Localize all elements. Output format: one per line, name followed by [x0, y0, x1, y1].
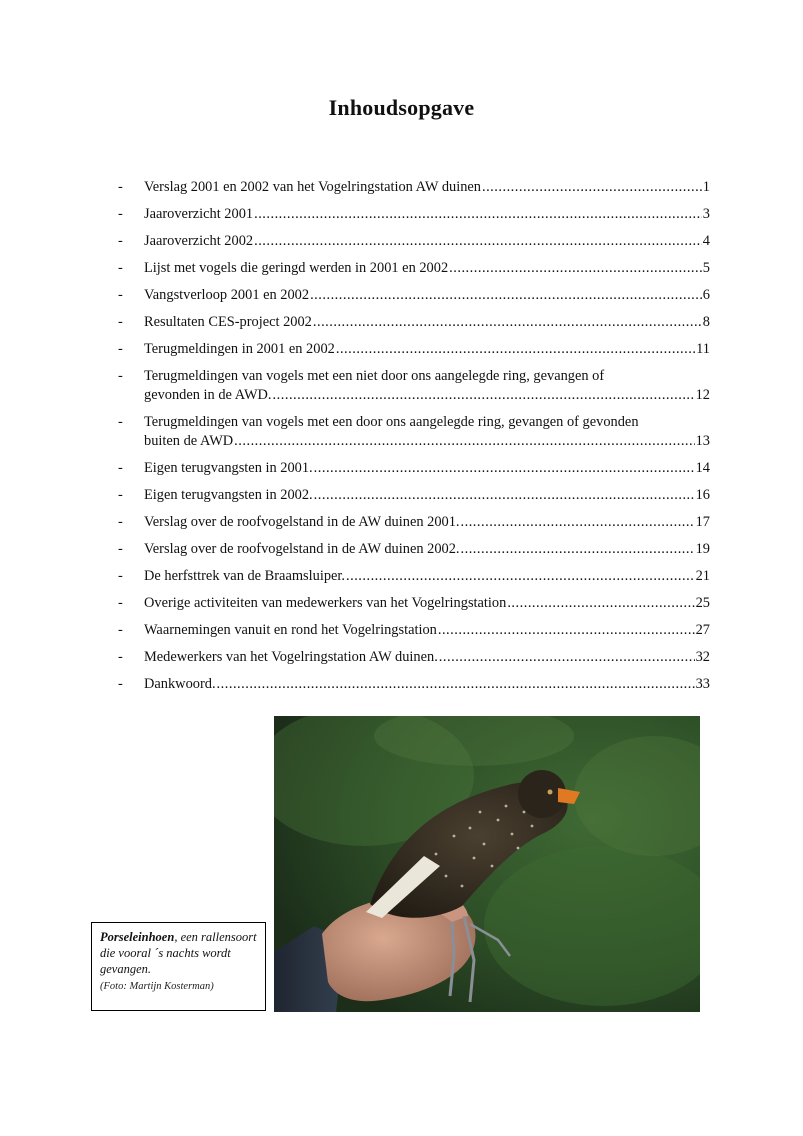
toc-bullet: -	[118, 460, 123, 476]
caption-species: Porseleinhoen	[100, 930, 175, 944]
toc-entry	[118, 340, 710, 359]
toc-bullet: -	[118, 233, 123, 249]
toc-entry-title: Vangstverloop 2001 en 2002	[144, 287, 310, 303]
toc-page-number: 12	[695, 387, 710, 403]
toc-bullet: -	[118, 541, 123, 557]
caption-credit: (Foto: Martijn Kosterman)	[100, 981, 214, 992]
toc-entry-title: Medewerkers van het Vogelringstation AW duinen.	[144, 649, 438, 665]
toc-bullet: -	[118, 179, 123, 195]
toc-leader-dots	[313, 313, 702, 332]
toc-entry-title: Lijst met vogels die geringd werden in 2001 en 2002	[144, 260, 449, 276]
toc-entry-title: Jaaroverzicht 2001	[144, 206, 254, 222]
toc-entry	[118, 540, 710, 559]
toc-bullet: -	[118, 287, 123, 303]
toc-bullet: -	[118, 341, 123, 357]
toc-entry	[118, 459, 710, 478]
toc-page-number: 19	[695, 541, 710, 557]
toc-entry	[118, 259, 710, 278]
toc-leader-dots	[482, 178, 702, 197]
toc-entry	[118, 232, 710, 251]
toc-page-number: 27	[695, 622, 710, 638]
toc-leader-dots	[310, 286, 702, 305]
toc-entry	[118, 594, 710, 613]
toc-entry-title: Verslag 2001 en 2002 van het Vogelringstation AW duinen	[144, 179, 481, 195]
toc-leader-dots	[314, 459, 695, 478]
toc-page-number: 3	[702, 206, 710, 222]
toc-entry	[118, 486, 710, 505]
toc-bullet: -	[118, 649, 123, 665]
bird-photo	[274, 716, 700, 1012]
toc-bullet: -	[118, 260, 123, 276]
photo-caption	[91, 922, 266, 1011]
toc-entry-title: Eigen terugvangsten in 2002.	[144, 487, 313, 503]
toc-page-number: 8	[702, 314, 710, 330]
toc-bullet: -	[118, 568, 123, 584]
toc-entry-title: Verslag over de roofvogelstand in de AW duinen 2001.	[144, 514, 460, 530]
toc-entry-title: gevonden in de AWD.	[144, 387, 272, 403]
toc-page-number: 32	[695, 649, 710, 665]
toc-page-number: 6	[702, 287, 710, 303]
toc-entry-title: Overige activiteiten van medewerkers van het Vogelringstation	[144, 595, 507, 611]
toc-leader-dots	[507, 594, 694, 613]
toc-page-number: 25	[695, 595, 710, 611]
toc-leader-dots	[254, 232, 702, 251]
toc-entry	[118, 567, 710, 586]
toc-leader-dots	[438, 621, 695, 640]
toc-entry-title: Terugmeldingen van vogels met een door ons aangelegde ring, gevangen of gevonden	[144, 414, 639, 430]
toc-page-number: 21	[695, 568, 710, 584]
toc-leader-dots	[461, 540, 695, 559]
toc-entry-title: Terugmeldingen van vogels met een niet door ons aangelegde ring, gevangen of	[144, 368, 605, 384]
toc-bullet: -	[118, 676, 123, 692]
toc-entry-title: Verslag over de roofvogelstand in de AW duinen 2002.	[144, 541, 460, 557]
toc-entry-title: De herfsttrek van de Braamsluiper.	[144, 568, 345, 584]
toc-bullet: -	[118, 314, 123, 330]
toc-leader-dots	[314, 486, 695, 505]
toc-leader-dots	[254, 205, 702, 224]
toc-entry-title: Resultaten CES-project 2002	[144, 314, 312, 330]
toc-page-number: 13	[695, 433, 710, 449]
toc-leader-dots	[336, 340, 695, 359]
toc-entry	[118, 313, 710, 332]
toc-entry	[118, 513, 710, 532]
toc-entry-title: Waarnemingen vanuit en rond het Vogelringstation	[144, 622, 437, 638]
toc-entry	[118, 675, 710, 694]
toc-page-number: 16	[695, 487, 710, 503]
toc-leader-dots	[234, 432, 694, 451]
toc-leader-dots	[346, 567, 695, 586]
toc-leader-dots	[273, 386, 695, 405]
toc-entry-title: buiten de AWD	[144, 433, 234, 449]
page-title: Inhoudsopgave	[328, 95, 475, 120]
toc-leader-dots	[217, 675, 695, 694]
toc-page-number: 17	[695, 514, 710, 530]
toc-entry	[118, 286, 710, 305]
toc-entry	[118, 413, 710, 451]
toc-entry-title: Dankwoord.	[144, 676, 216, 692]
toc-leader-dots	[449, 259, 702, 278]
toc-bullet: -	[118, 206, 123, 222]
toc-entry	[118, 178, 710, 197]
toc-entry	[118, 205, 710, 224]
toc-entry	[118, 367, 710, 405]
toc-page-number: 1	[702, 179, 710, 195]
table-of-contents	[118, 178, 710, 702]
toc-entry-title: Jaaroverzicht 2002	[144, 233, 254, 249]
toc-entry	[118, 621, 710, 640]
toc-leader-dots	[439, 648, 695, 667]
caption-text: , een rallensoort die vooral ´s nachts wordt gevangen.	[100, 930, 257, 976]
toc-bullet: -	[118, 368, 123, 384]
toc-page-number: 4	[702, 233, 710, 249]
toc-bullet: -	[118, 622, 123, 638]
toc-entry-title: Eigen terugvangsten in 2001.	[144, 460, 313, 476]
toc-page-number: 33	[695, 676, 710, 692]
toc-entry-title: Terugmeldingen in 2001 en 2002	[144, 341, 335, 357]
toc-entry	[118, 648, 710, 667]
toc-bullet: -	[118, 595, 123, 611]
toc-bullet: -	[118, 487, 123, 503]
toc-bullet: -	[118, 514, 123, 530]
toc-leader-dots	[461, 513, 695, 532]
toc-page-number: 14	[695, 460, 710, 476]
toc-bullet: -	[118, 414, 123, 430]
toc-page-number: 11	[696, 341, 710, 357]
toc-page-number: 5	[702, 260, 710, 276]
